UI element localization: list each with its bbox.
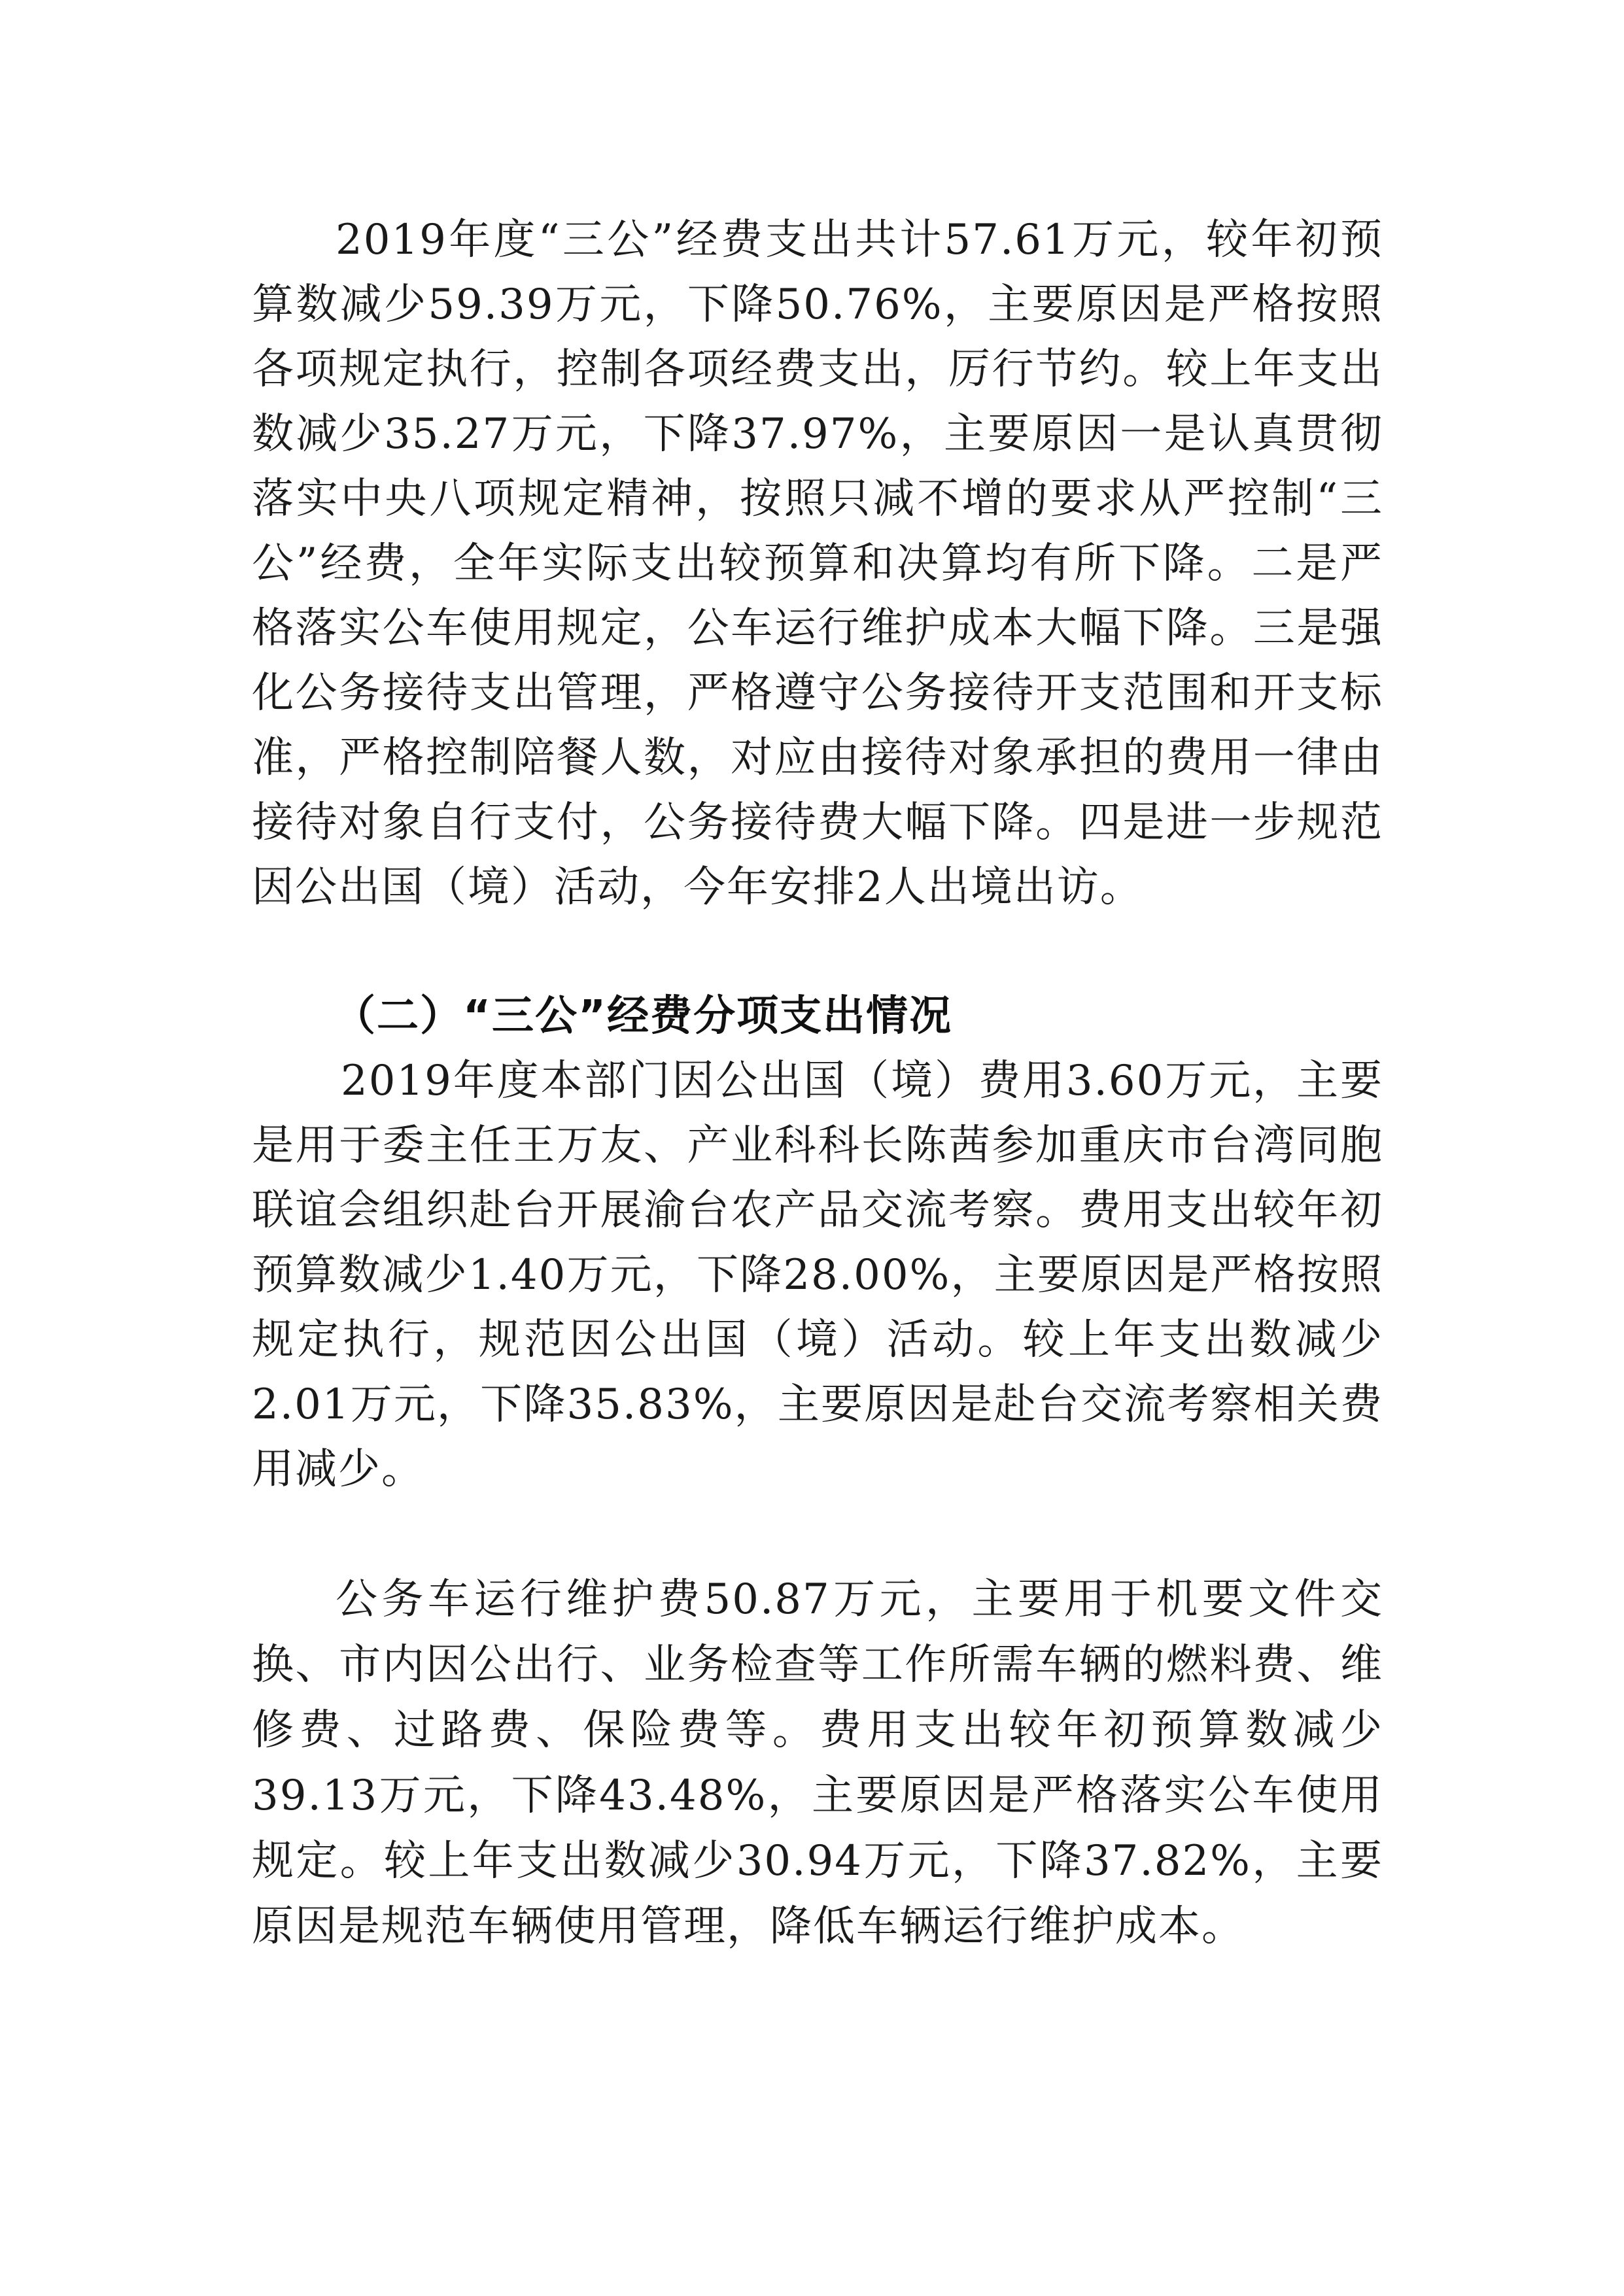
section-heading: （二）“三公”经费分项支出情况 xyxy=(334,992,953,1040)
paragraph-total-expenditure: 2019年度“三公”经费支出共计57.61万元，较年初预算数减少59.39万元，下降50.76%，主要原因是严格按照各项规定执行，控制各项经费支出，厉行节约。较上年支出数减少35.27万元，下降37.97%，主要原因一是认真贯彻落实中央八项规定精神，按照只减不增的要求从严控制“三公”经费，全年实际支出较预算和决算均有所下降。二是严格落实公车使用规定，公车运行维护成本大幅下降。三是强化公务接待支出管理，严格遵守公务接待开支范围和开支标准，严格控制陪餐人数，对应由接待对象承担的费用一律由接待对象自行支付，公务接待费大幅下降。四是进一步规范因公出国（境）活动，今年安排2人出境出访。 xyxy=(252,216,1383,912)
paragraph-vehicle-maintenance: 公务车运行维护费50.87万元，主要用于机要文件交换、市内因公出行、业务检查等工作所需车辆的燃料费、维修费、过路费、保险费等。费用支出较年初预算数减少39.13万元，下降43.48%，主要原因是严格落实公车使用规定。较上年支出数减少30.94万元，下降37.82%，主要原因是规范车辆使用管理，降低车辆运行维护成本。 xyxy=(252,1575,1383,1951)
paragraph-overseas-travel: 2019年度本部门因公出国（境）费用3.60万元，主要是用于委主任王万友、产业科科长陈茜参加重庆市台湾同胞联谊会组织赴台开展渝台农产品交流考察。费用支出较年初预算数减少1.40万元，下降28.00%，主要原因是严格按照规定执行，规范因公出国（境）活动。较上年支出数减少2.01万元，下降35.83%，主要原因是赴台交流考察相关费用减少。 xyxy=(252,1057,1383,1494)
